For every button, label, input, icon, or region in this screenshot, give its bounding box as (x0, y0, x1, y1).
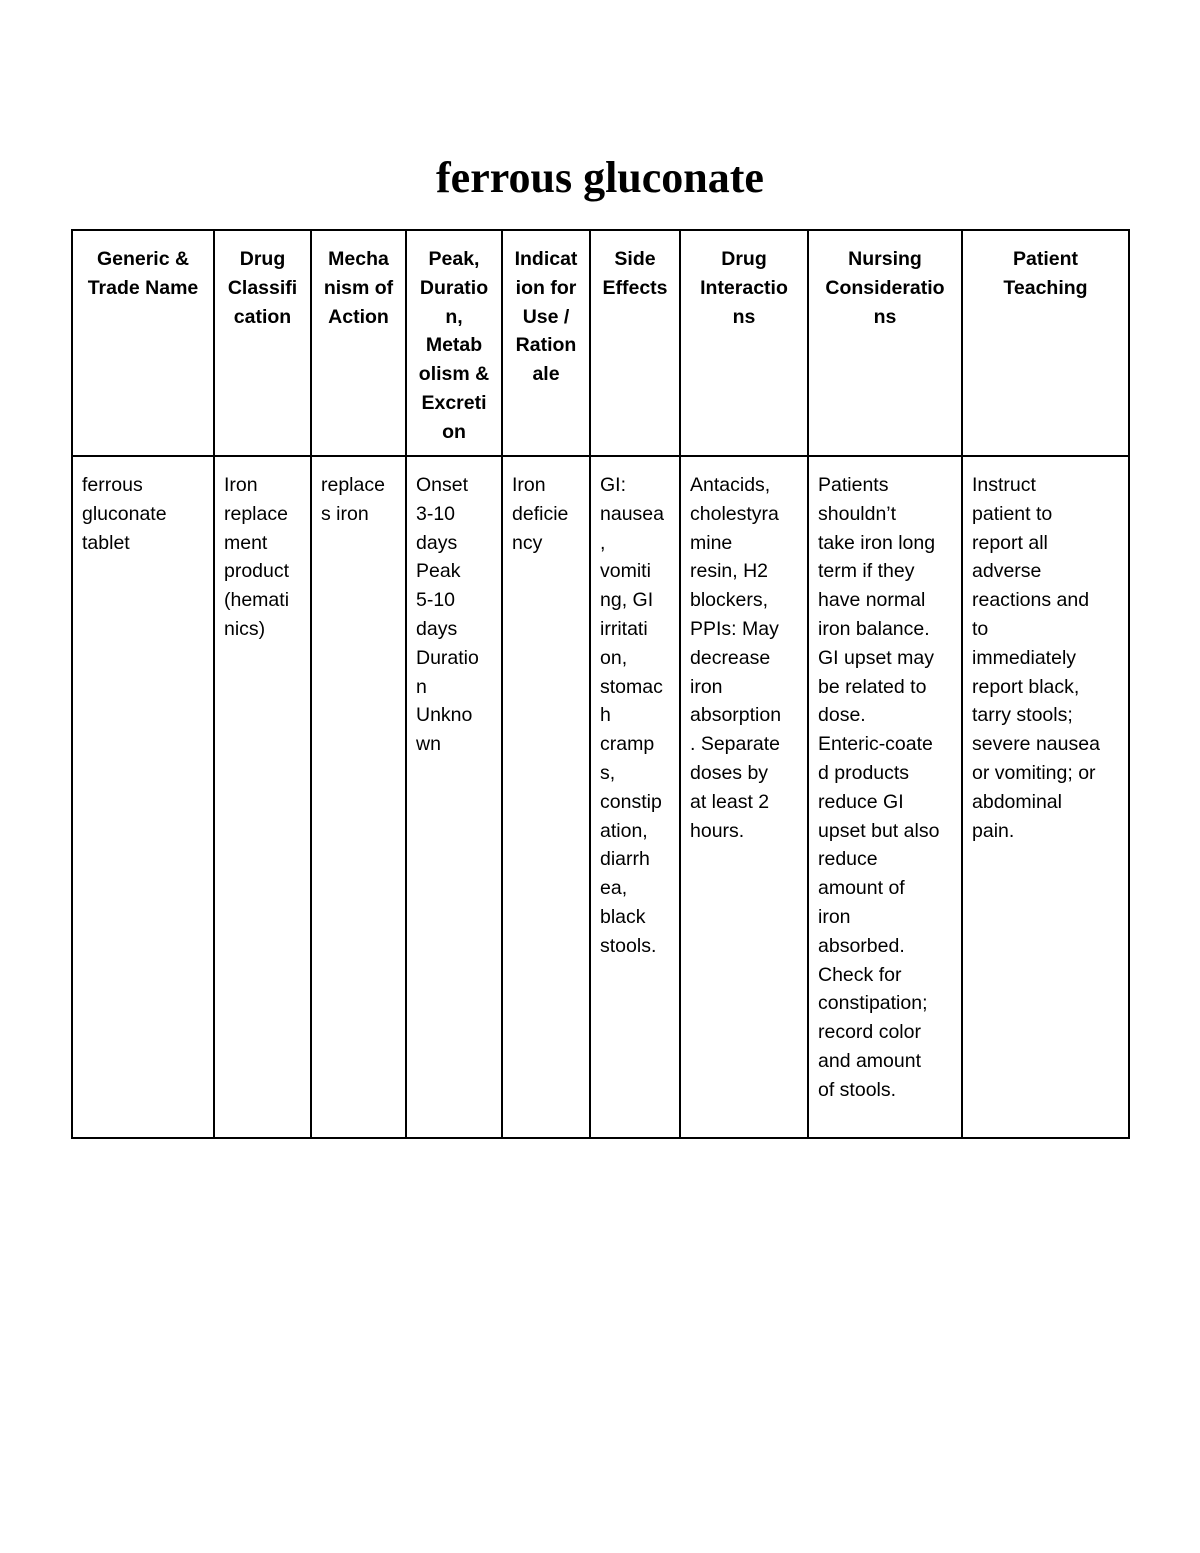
drug-card-table (71, 229, 1130, 1139)
cell-side-effects: GI: nausea , vomiti ng, GI irritati on, stomac h cramp s, constip ation, diarrh ea, black stools. (590, 456, 680, 1138)
header-peak-duration-metabolism: Peak, Duratio n, Metab olism & Excreti on (406, 230, 502, 456)
header-side-effects: Side Effects (590, 230, 680, 456)
cell-drug-interactions: Antacids, cholestyra mine resin, H2 blockers, PPIs: May decrease iron absorption . Separate doses by at least 2 hours. (680, 456, 808, 1138)
table-row (72, 456, 1129, 1138)
page-title: ferrous gluconate (436, 153, 764, 202)
cell-mechanism-of-action: replace s iron (311, 456, 406, 1138)
cell-peak-duration-metabolism: Onset 3-10 days Peak 5-10 days Duratio n Unkno wn (406, 456, 502, 1138)
header-indication-rationale: Indicat ion for Use / Ration ale (502, 230, 590, 456)
cell-generic-trade-name: ferrous gluconate tablet (72, 456, 214, 1138)
header-patient-teaching: Patient Teaching (962, 230, 1129, 456)
header-drug-interactions: Drug Interactio ns (680, 230, 808, 456)
header-generic-trade-name: Generic & Trade Name (72, 230, 214, 456)
cell-nursing-considerations: Patients shouldn’t take iron long term if they have normal iron balance. GI upset may be related to dose. Enteric-coate d products reduce GI upset but also reduce amount of iron absorbed. Check for constipation; record color and amount of stools. (808, 456, 962, 1138)
header-nursing-considerations: Nursing Consideratio ns (808, 230, 962, 456)
cell-indication-rationale: Iron deficie ncy (502, 456, 590, 1138)
header-drug-classification: Drug Classifi cation (214, 230, 311, 456)
cell-drug-classification: Iron replace ment product (hemati nics) (214, 456, 311, 1138)
header-mechanism-of-action: Mecha nism of Action (311, 230, 406, 456)
cell-patient-teaching: Instruct patient to report all adverse reactions and to immediately report black, tarry stools; severe nausea or vomiting; or abdominal pain. (962, 456, 1129, 1138)
table-header-row (72, 230, 1129, 456)
